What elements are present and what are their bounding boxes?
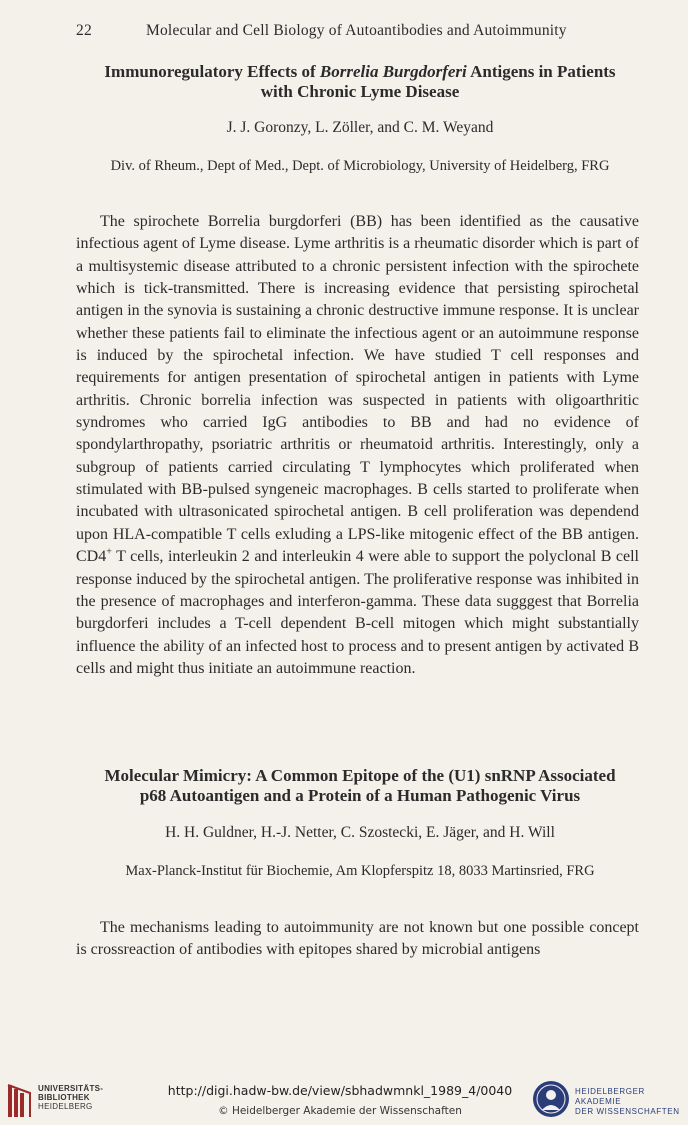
- running-title: Molecular and Cell Biology of Autoantibodies and Autoimmunity: [146, 22, 567, 39]
- library-name: [38, 1084, 103, 1111]
- article2-title-line1: Molecular Mimicry: A Common Epitope of the (U1) snRNP Associated: [104, 766, 616, 785]
- library-logo-icon: [6, 1083, 32, 1119]
- library-line1: UNIVERSITÄTS-: [38, 1084, 104, 1093]
- article1-affiliation: Div. of Rheum., Dept of Med., Dept. of Microbiology, University of Heidelberg, FRG: [110, 158, 610, 174]
- article1-title-italic: Borrelia Burgdorferi: [319, 62, 467, 81]
- running-head: [76, 22, 616, 40]
- footer-copyright: © Heidelberger Akademie der Wissenschaften: [218, 1105, 462, 1117]
- digitization-footer: [0, 1075, 688, 1125]
- article1-title-post: Antigens in Patients: [466, 62, 616, 81]
- footer-url-link[interactable]: http://digi.hadw-bw.de/view/sbhadwmnkl_1989_4/0040: [167, 1083, 513, 1098]
- article1-title-line2: with Chronic Lyme Disease: [260, 82, 460, 101]
- academy-name: [575, 1087, 688, 1117]
- academy-line1: HEIDELBERGER AKADEMIE: [575, 1087, 645, 1106]
- library-line2: BIBLIOTHEK: [38, 1093, 90, 1102]
- article1-abstract: [76, 211, 639, 680]
- page-number: 22: [76, 22, 92, 39]
- article1-abstract-part2: T cells, interleukin 2 and interleukin 4 were able to support the polyclonal B cell response induced by the spirochetal antigen. The proliferative response was inhibited in the presence of macrophages and interferon-gamma. These data sugggest that Borrelia burgdorferi includes a T-cell dependent B-cell mitogen which might substantially influence the ability of an infected host to process and to present antigen by activated B cells and might thus initiate an autoimmune reaction.: [76, 548, 639, 677]
- article2-abstract: The mechanisms leading to autoimmunity are not known but one possible concept is crossreaction of antibodies with epitopes shared by microbial antigens: [76, 919, 639, 959]
- article2-title: [60, 766, 660, 806]
- article1-authors: J. J. Goronzy, L. Zöller, and C. M. Weyand: [226, 119, 494, 136]
- article2-title-line2: p68 Autoantigen and a Protein of a Human Pathogenic Virus: [139, 786, 581, 805]
- academy-seal-icon: [532, 1080, 570, 1118]
- article2-authors: H. H. Guldner, H.-J. Netter, C. Szostecki, E. Jäger, and H. Will: [165, 824, 555, 841]
- library-line3: HEIDELBERG: [38, 1102, 93, 1111]
- article2-affiliation: Max-Planck-Institut für Biochemie, Am Klopferspitz 18, 8033 Martinsried, FRG: [125, 863, 595, 879]
- article1-abstract-superscript: +: [106, 546, 112, 558]
- article1-title: [60, 62, 660, 102]
- academy-line2: DER WISSENSCHAFTEN: [575, 1107, 680, 1116]
- article1-abstract-part1: The spirochete Borrelia burgdorferi (BB) has been identified as the causative infectious agent of Lyme disease. Lyme arthritis is a rheumatic disorder which is part of a multisystemic disease attributed to a chronic persistent infection with the spirochete which is tick-transmitted. There is increasing evidence that persisting spirochetal antigen in the synovia is sustaining a chronic destructive immune response. It is unclear whether these patients fail to eliminate the infectious agent or an autoimmune response is induced by the spirochetal infection. We have studied T cell responses and requirements for antigen presentation of spirochetal antigen in patients with Lyme arthritis. Chronic borrelia infection was suspected in patients with oligoarthritic syndromes who carried IgG antibodies to BB and had no evidence of spondylarthropathy, psoriatric arthritis or rheumatoid arthritis. Interestingly, only a subgroup of patients carried circulating T lymphocytes which proliferated when stimulated with BB-pulsed syngeneic macrophages. B cells started to proliferate when incubated with ultrasonicated spirochetal antigen. B cell proliferation was dependend upon HLA-compatible T cells exluding a LPS-like mitogenic effect of the BB antigen. CD4: [76, 213, 639, 566]
- article1-title-pre: Immunoregulatory Effects of: [104, 62, 320, 81]
